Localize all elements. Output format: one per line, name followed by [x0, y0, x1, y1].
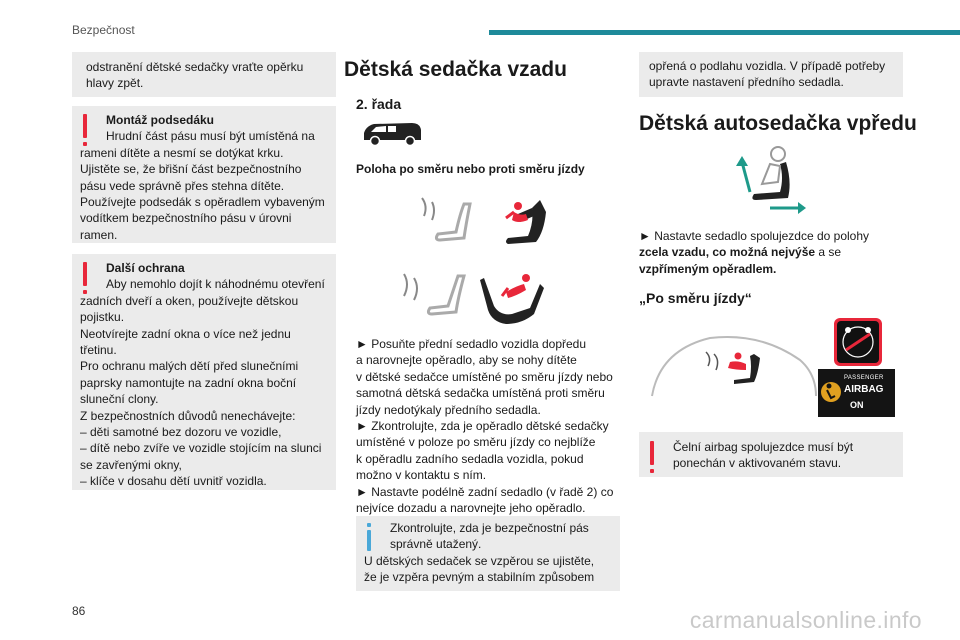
warning-line: pojistku.	[80, 310, 125, 325]
warning-line: zadních dveří a oken, používejte dětskou	[80, 293, 299, 308]
warning-line: vodítkem bezpečnostního pásu v úrovni	[80, 211, 292, 226]
airbag-indicator-icon	[834, 318, 882, 366]
warning-icon	[650, 441, 654, 473]
paragraph-line: ► Posuňte přední sedadlo vozidla dopředu	[356, 337, 587, 351]
warning-box-booster	[72, 106, 336, 243]
paragraph-line: nejvíce dozadu a narovnejte jeho opěradlo.	[356, 501, 586, 516]
row-heading: 2. řada	[356, 96, 402, 112]
airbag-label-line3: ON	[850, 400, 864, 410]
info-line: správně utažený.	[390, 537, 482, 552]
info-line: U dětských sedaček se vzpěrou se ujistěte,	[364, 553, 595, 568]
direction-heading: „Po směru jízdy“	[639, 290, 752, 306]
warning-icon	[83, 262, 87, 294]
rear-seat-instructions	[356, 336, 628, 516]
paragraph-line: v dětské sedačce umístěné po směru jízdy nebo	[356, 369, 613, 384]
warning-title: Montáž podsedáku	[106, 113, 215, 127]
warning-line: pásu vede správně přes stehna dítěte.	[80, 178, 285, 193]
warning-line: – klíče v dosahu dětí uvnitř vozidla.	[80, 474, 267, 489]
airbag-label-line1: PASSENGER	[844, 375, 884, 381]
info-line: upravte nastavení předního sedadla.	[649, 75, 844, 90]
passenger-airbag-on-label	[818, 369, 895, 417]
info-line: Zkontrolujte, zda je bezpečnostní pás	[390, 521, 589, 535]
paragraph-line: ► Zkontrolujte, zda je opěradlo dětské sedačky	[356, 419, 609, 434]
warning-line: paprsky namontujte na zadní okna boční	[80, 375, 297, 390]
warning-line: ponechán v aktivovaném stavu.	[673, 456, 842, 471]
watermark: carmanualsonline.info	[689, 607, 922, 633]
warning-line: Z bezpečnostních důvodů nenechávejte:	[80, 408, 296, 423]
warning-line: se zavřenými okny,	[80, 457, 182, 472]
info-line: opřená o podlahu vozidla. V případě potřeby	[649, 59, 886, 73]
van-icon	[360, 120, 424, 148]
section-header: Bezpečnost	[72, 23, 135, 37]
info-icon	[367, 523, 371, 553]
header-accent-bar	[489, 30, 960, 35]
info-box-belt	[356, 516, 620, 591]
info-box-continued	[639, 52, 903, 97]
paragraph-line: k opěradlu zadního sedadla vozidla, pokud	[356, 451, 584, 466]
warning-line: ramen.	[80, 227, 118, 242]
seat-diagram-forward	[410, 194, 552, 254]
warning-line: Hrudní část pásu musí být umístěná na	[106, 129, 315, 144]
warning-line: Čelní airbag spolujezdce musí být	[673, 440, 854, 454]
front-seat-instructions	[639, 228, 903, 277]
warning-line: sluneční clony.	[80, 392, 159, 407]
warning-line: Aby nemohlo dojít k náhodnému otevření	[106, 277, 325, 292]
seat-diagram-rearward	[398, 266, 548, 328]
note-box-headrest	[72, 52, 336, 97]
page-number: 86	[72, 604, 86, 618]
airbag-person-icon	[820, 373, 842, 411]
warning-box-airbag	[639, 432, 903, 477]
seat-adjust-diagram	[706, 142, 806, 218]
section-title-rear: Dětská sedačka vzadu	[344, 58, 567, 81]
warning-line: – dítě nebo zvíře ve vozidle stojícím na slunci	[80, 441, 322, 456]
position-heading: Poloha po směru nebo proti směru jízdy	[356, 162, 585, 176]
info-line: že je vzpěra pevným a stabilním způsobem	[364, 570, 595, 585]
warning-line: – děti samotné bez dozoru ve vozidle,	[80, 425, 282, 440]
warning-box-protection	[72, 254, 336, 490]
paragraph-line: možno v kontaktu s ním.	[356, 468, 487, 483]
paragraph-line: jízdy nedotýkaly předního sedadla.	[356, 402, 541, 417]
warning-icon	[83, 114, 87, 146]
car-child-seat-diagram	[650, 330, 818, 400]
warning-line: Neotvírejte zadní okna o více než jednu	[80, 326, 291, 341]
section-title-front: Dětská autosedačka vpředu	[639, 112, 917, 135]
warning-line: rameni dítěte a nesmí se dotýkat krku.	[80, 145, 284, 160]
paragraph-line: ► Nastavte podélně zadní sedadlo (v řadě 2) co	[356, 484, 614, 499]
instruction-bold: vzpřímeným opěradlem.	[639, 261, 777, 276]
paragraph-line: samotná dětská sedačka umístěná proti směru	[356, 386, 605, 401]
paragraph-line: a narovnejte opěradlo, aby se nohy dítěte	[356, 353, 577, 368]
instruction-line: ► Nastavte sedadlo spolujezdce do polohy	[639, 229, 870, 243]
airbag-label-line2: AIRBAG	[844, 384, 884, 395]
note-text: odstranění dětské sedačky vraťte opěrku hlavy zpět.	[86, 60, 304, 91]
warning-line: Ujistěte se, že břišní část bezpečnostního	[80, 162, 302, 177]
instruction-text: a se	[815, 245, 842, 260]
warning-title: Další ochrana	[106, 261, 185, 275]
warning-line: třetinu.	[80, 343, 117, 358]
warning-line: Používejte podsedák s opěradlem vybaveným	[80, 195, 325, 210]
instruction-bold: zcela vzadu, co možná nejvýše	[639, 245, 816, 260]
warning-line: Pro ochranu malých dětí před slunečními	[80, 359, 299, 374]
paragraph-line: umístěné v poloze po směru jízdy co nejblíže	[356, 435, 596, 450]
